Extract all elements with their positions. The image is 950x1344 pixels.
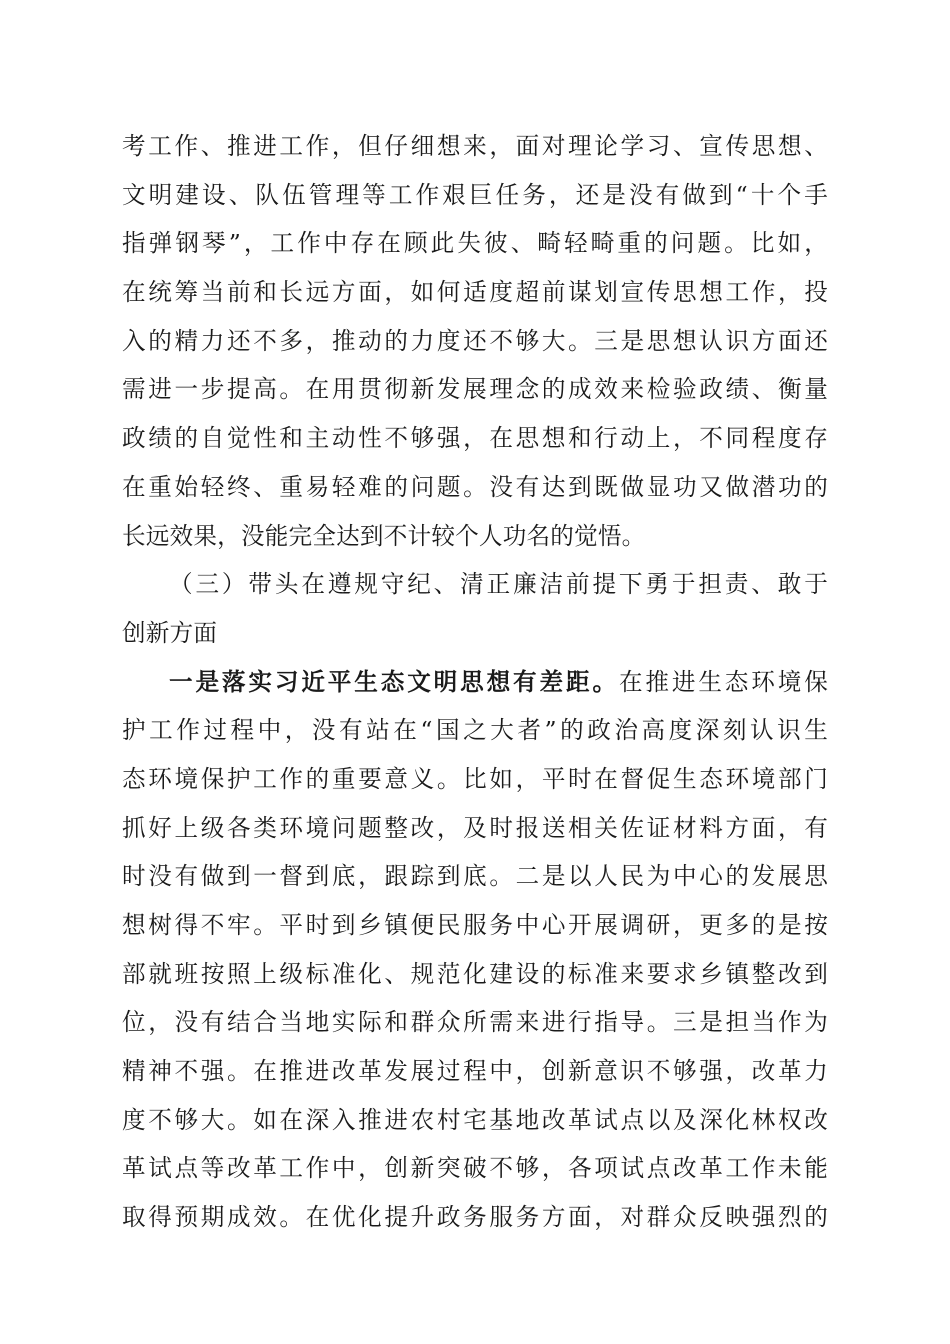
paragraph-line: 取得预期成效。在优化提升政务服务方面，对群众反映强烈的 xyxy=(122,1203,828,1232)
paragraph-line: 长远效果，没能完全达到不计较个人功名的觉悟。 xyxy=(122,521,646,550)
paragraph-line: 时没有做到一督到底，跟踪到底。二是以人民为中心的发展思 xyxy=(122,862,828,891)
paragraph-line: 态环境保护工作的重要意义。比如，平时在督促生态环境部门 xyxy=(122,764,828,793)
paragraph-line: 文明建设、队伍管理等工作艰巨任务，还是没有做到“十个手 xyxy=(122,180,828,209)
section-heading-line1: （三）带头在遵规守纪、清正廉洁前提下勇于担责、敢于 xyxy=(169,570,828,599)
paragraph-line: 位，没有结合当地实际和群众所需来进行指导。三是担当作为 xyxy=(122,1008,828,1037)
section-heading-line2: 创新方面 xyxy=(122,618,218,647)
body-text xyxy=(122,122,828,1242)
paragraph-line: 在统筹当前和长远方面，如何适度超前谋划宣传思想工作，投 xyxy=(122,278,828,307)
paragraph-line: 政绩的自觉性和主动性不够强，在思想和行动上，不同程度存 xyxy=(122,424,828,453)
paragraph-line: 需进一步提高。在用贯彻新发展理念的成效来检验政绩、衡量 xyxy=(122,375,828,404)
paragraph-line: 在重始轻终、重易轻难的问题。没有达到既做显功又做潜功的 xyxy=(122,472,828,501)
paragraph-line: 部就班按照上级标准化、规范化建设的标准来要求乡镇整改到 xyxy=(122,959,828,988)
paragraph-line: 护工作过程中，没有站在“国之大者”的政治高度深刻认识生 xyxy=(122,716,828,745)
paragraph-line: 想树得不牢。平时到乡镇便民服务中心开展调研，更多的是按 xyxy=(122,911,828,939)
paragraph-line: 指弹钢琴”，工作中存在顾此失彼、畸轻畸重的问题。比如， xyxy=(122,229,828,258)
lead-sentence-bold: 一是落实习近平生态文明思想有差距。 xyxy=(169,667,619,696)
paragraph-line: 度不够大。如在深入推进农村宅基地改革试点以及深化林权改 xyxy=(122,1105,828,1134)
lead-sentence-rest: 在推进生态环境保 xyxy=(618,667,828,696)
paragraph-first-line xyxy=(122,658,828,707)
paragraph-line: 精神不强。在推进改革发展过程中，创新意识不够强，改革力 xyxy=(122,1057,828,1086)
paragraph-line: 考工作、推进工作，但仔细想来，面对理论学习、宣传思想、 xyxy=(122,132,828,160)
paragraph-line: 革试点等改革工作中，创新突破不够，各项试点改革工作未能 xyxy=(122,1154,828,1183)
paragraph-line: 抓好上级各类环境问题整改，及时报送相关佐证材料方面，有 xyxy=(122,813,828,842)
paragraph-line: 入的精力还不多，推动的力度还不够大。三是思想认识方面还 xyxy=(122,326,828,355)
